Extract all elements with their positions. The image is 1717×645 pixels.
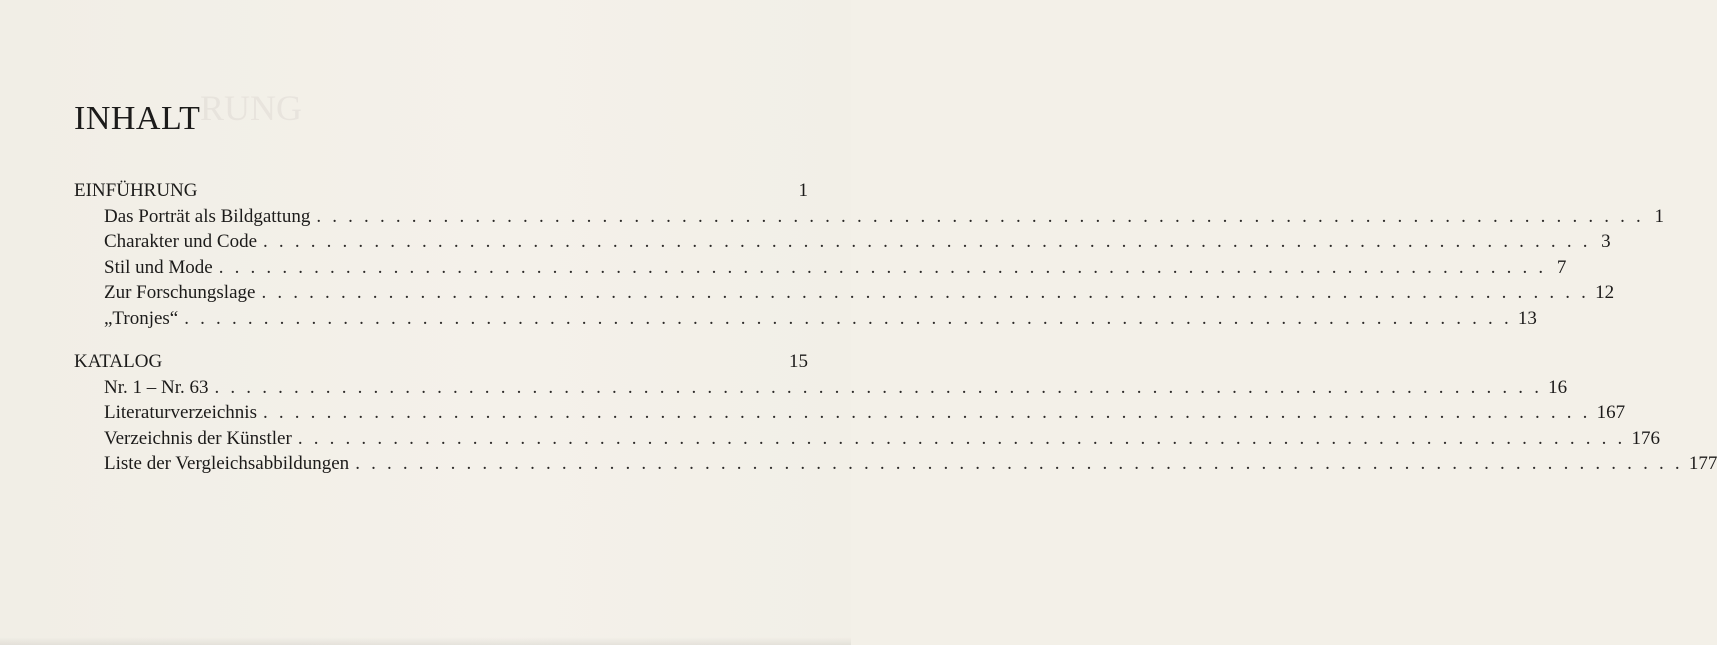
toc-heading-label: EINFÜHRUNG bbox=[74, 180, 198, 201]
toc-heading-row bbox=[74, 178, 808, 204]
show-through-background: RUNG bbox=[200, 88, 303, 128]
toc-entry-label: Stil und Mode bbox=[104, 256, 213, 278]
toc-entry-label: Charakter und Code bbox=[104, 231, 258, 252]
toc-dot-leader: . . . . . . . . . . . . . . . . . . . . . . . . . . . . . . . . . . . . . . . . . . . . . . . . . . . . . . . . . . . . . . . . . . . . . . . . . . . . . . . . . . . . bbox=[262, 402, 1591, 423]
toc-section-katalog bbox=[74, 349, 1717, 477]
toc-entry-row bbox=[74, 280, 1615, 306]
toc-entry-row bbox=[74, 375, 1568, 401]
toc-dot-leader: . . . . . . . . . . . . . . . . . . . . . . . . . . . . . . . . . . . . . . . . . . . . . . . . . . . . . . . . . . . . . . . . . . . . . . . . . . . . . . . . . . . . bbox=[261, 282, 1590, 303]
toc-dot-leader: . . . . . . . . . . . . . . . . . . . . . . . . . . . . . . . . . . . . . . . . . . . . . . . . . . . . . . . . . . . . . . . . . . . . . . . . . . . . . . . . . . . . bbox=[184, 307, 1512, 329]
toc-dot-leader: . . . . . . . . . . . . . . . . . . . . . . . . . . . . . . . . . . . . . . . . . . . . . . . . . . . . . . . . . . . . . . . . . . . . . . . . . . . . . . . . . . . . bbox=[214, 376, 1543, 398]
toc-page-number: 167 bbox=[1596, 402, 1626, 423]
toc-dot-leader: . . . . . . . . . . . . . . . . . . . . . . . . . . . . . . . . . . . . . . . . . . . . . . . . . . . . . . . . . . . . . . . . . . . . . . . . . . . . . . . . . . . . bbox=[218, 256, 1547, 278]
toc-entry-row bbox=[74, 306, 1537, 332]
toc-entry-row bbox=[74, 451, 1717, 477]
toc-entry-label: Liste der Vergleichsabbildungen bbox=[104, 453, 350, 474]
toc-entry-row bbox=[74, 204, 1664, 230]
toc-entry-label: Zur Forschungslage bbox=[104, 282, 256, 303]
toc-page-number: 15 bbox=[789, 351, 808, 372]
toc-entry-row bbox=[74, 426, 1660, 452]
toc-page-number: 3 bbox=[1601, 231, 1611, 252]
toc-page-number: 7 bbox=[1556, 256, 1567, 278]
toc-dot-leader: . . . . . . . . . . . . . . . . . . . . . . . . . . . . . . . . . . . . . . . . . . . . . . . . . . . . . . . . . . . . . . . . . . . . . . . . . . . . . . . . . . . . bbox=[263, 231, 1591, 252]
toc-entry-label: Literaturverzeichnis bbox=[104, 402, 257, 423]
toc-page-number: 13 bbox=[1517, 307, 1537, 329]
toc-entry-label: Das Porträt als Bildgattung bbox=[104, 205, 311, 227]
toc-section-einfuehrung bbox=[74, 178, 1664, 331]
toc-entry-row bbox=[74, 400, 1626, 426]
toc-page-number: 16 bbox=[1548, 376, 1568, 398]
toc-heading-row bbox=[74, 349, 808, 375]
toc-page-number: 176 bbox=[1631, 427, 1660, 449]
toc-heading-label: KATALOG bbox=[74, 351, 163, 372]
toc-page-number: 177 bbox=[1688, 453, 1717, 474]
page-title: INHALT bbox=[74, 100, 201, 137]
toc-entry-label: Verzeichnis der Künstler bbox=[104, 427, 292, 449]
toc-dot-leader: . . . . . . . . . . . . . . . . . . . . . . . . . . . . . . . . . . . . . . . . . . . . . . . . . . . . . . . . . . . . . . . . . . . . . . . . . . . . . . . . . . . . bbox=[355, 453, 1683, 474]
toc-page-number: 1 bbox=[1654, 205, 1664, 227]
toc-dot-leader: . . . . . . . . . . . . . . . . . . . . . . . . . . . . . . . . . . . . . . . . . . . . . . . . . . . . . . . . . . . . . . . . . . . . . . . . . . . . . . . . . . . . bbox=[316, 205, 1644, 227]
toc-page-number: 1 bbox=[798, 180, 808, 201]
toc-dot-leader: . . . . . . . . . . . . . . . . . . . . . . . . . . . . . . . . . . . . . . . . . . . . . . . . . . . . . . . . . . . . . . . . . . . . . . . . . . . . . . . . . . . . bbox=[297, 427, 1626, 449]
toc-entry-label: „Tronjes“ bbox=[104, 307, 179, 329]
toc-page-number: 12 bbox=[1595, 282, 1615, 303]
page-edge-shadow bbox=[0, 637, 851, 645]
toc-entry-row bbox=[74, 255, 1567, 281]
toc-entry-row bbox=[74, 229, 1611, 255]
toc-entry-label: Nr. 1 – Nr. 63 bbox=[104, 376, 209, 398]
